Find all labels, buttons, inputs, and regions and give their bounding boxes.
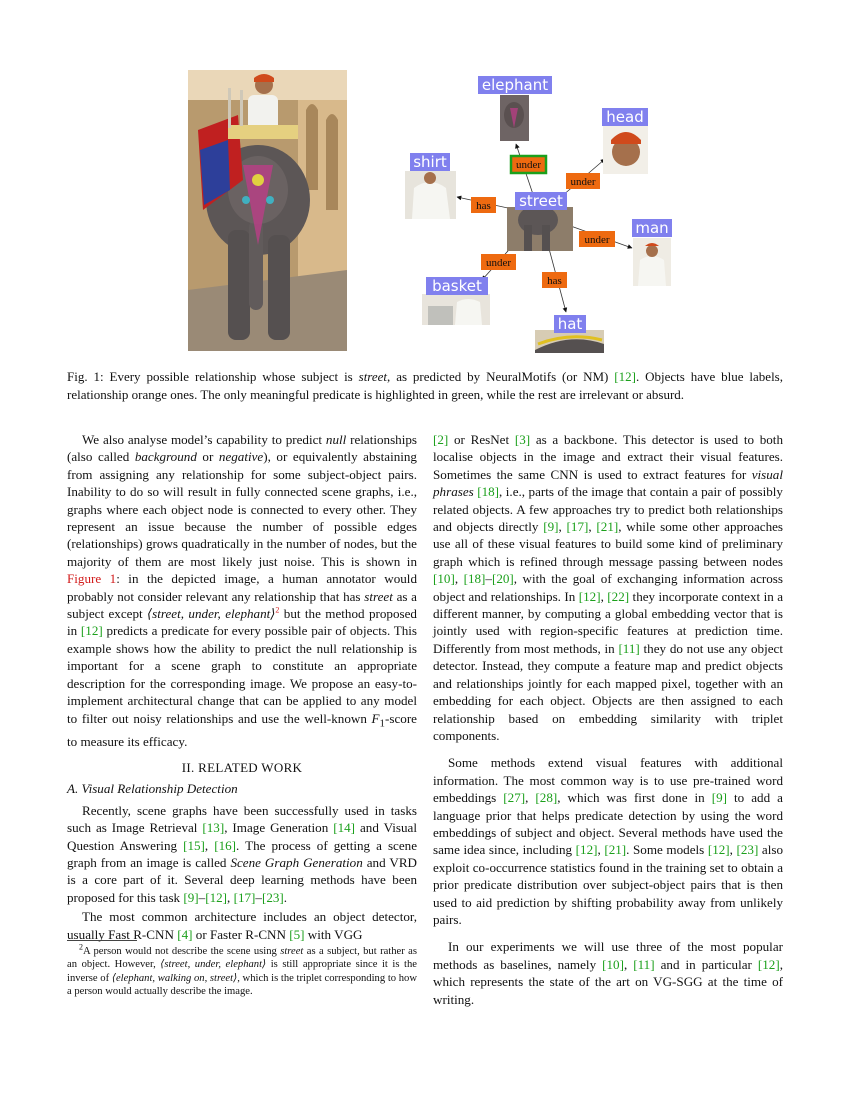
- subsection-heading: A. Visual Relationship Detection: [67, 781, 238, 797]
- node-basket: [422, 277, 490, 325]
- svg-text:under: under: [584, 234, 610, 246]
- svg-text:under: under: [515, 159, 542, 171]
- node-shirt: [405, 153, 456, 219]
- footnote: $^2$A person would not describe the scene using street as a subject, but rather as an object. However, ⟨street, under, elephant⟩ is still appropriate since it is the inverse of ⟨elephant, walking on, street⟩, which is the triplet corresponding to how a person would actually describe the image.: [67, 942, 417, 998]
- figure-link[interactable]: Figure 1: [67, 571, 117, 587]
- node-label-man: man: [635, 219, 669, 237]
- node-label-street: street: [519, 192, 563, 210]
- svg-text:has: has: [476, 200, 491, 212]
- node-label-shirt: shirt: [413, 153, 447, 171]
- elephant-photo: [188, 70, 347, 351]
- paragraph: In our experiments we will use three of the most popular methods as baselines, namely [10], [11] and in particular [12], which represents the state of the art on VG-SGG at the time of writing.: [433, 939, 783, 1007]
- node-label-head: head: [606, 108, 644, 126]
- svg-text:has: has: [547, 275, 562, 287]
- predicate-has-hat: [542, 272, 567, 288]
- paragraph: Recently, scene graphs have been successfully used in tasks such as Image Retrieval [13], Image Generation [14] and Visual Question Answering [15], [16]. The process of getting a scene graph from an image is called Scene Graph Generation and VRD is a core part of it. Several deep learning methods have been proposed for this task [9]–[12], [17]–[23].: [67, 802, 418, 905]
- left-column: [67, 431, 417, 943]
- node-street: [507, 192, 573, 251]
- right-column: [433, 431, 783, 1008]
- paragraph: Some methods extend visual features with additional information. The most common way is to use pre-trained word embeddings [27], [28], which was first done in [9] to add a language prior that helps predicate detection by using the word embeddings of subject and object. Several methods have used the same idea since, including [12], [21]. Some models [12], [23] also exploit co-occurrence statistics found in the training set to obtain a prior predicate distribution over subject-object pairs that is then used to aid prediction by shifting probability away from unlikely pairs.: [433, 755, 784, 927]
- node-head: [602, 108, 648, 174]
- svg-text:under: under: [485, 257, 512, 269]
- section-heading: II. RELATED WORK: [181, 759, 303, 775]
- predicate-under-basket: [481, 254, 516, 270]
- citation-link[interactable]: [12]: [80, 623, 103, 639]
- predicate-has-shirt: [471, 197, 496, 213]
- paragraph: We also analyse model’s capability to predict null relationships (also called background or negative), or equivalently abstaining from assigning any relationship for some subject-object pairs. Inability to do so will result in fully connected scene graphs, i.e., graphs where each object node is connected to every other. They represent an issue because the number of possible edges (relationships) grows quadratically in the number of nodes, but the majority of them are most likely just noise. This is shown in Figure 1: in the depicted image, a human annotator would probably not consider relevant any relationship that has street as a subject except ⟨street, under, elephant⟩$^2$ but the method proposed in [12] predicts a predicate for every possible pair of objects. This example shows how the ability to predict the null relationship is important for a scene graph to constitute an appropriate description for the corresponding image. We propose an easy-to-implement architectural change that can be applied to any model to filter out noisy relationships and use the well-known $F_1$-score to measure its efficacy.: [67, 432, 418, 749]
- scene-graph: [400, 70, 800, 360]
- citation-link[interactable]: [12]: [614, 369, 636, 384]
- paragraph: [2] or ResNet [3] as a backbone. This detector is used to both localise objects in the image and extract their visual features. Sometimes the same CNN is used to extract features for visual phrases [18], i.e., parts of the image that contain a pair of possibly related objects. A few approaches try to predict both relationships and objects directly [9], [17], [21], while some other approaches use all of these visual features to build some kind of preliminary graph which is refined through message passing between nodes [10], [18]–[20], with the goal of exchanging information across object and relationships. In [12], [22] they incorporate context in a different manner, by computing a global embedding vector that is jointly used with region-specific features at prediction time. Differently from most methods, in [11] they do not use any object detector. Instead, they compute a feature map and predict objects and relationships jointly for each mapped pixel, together with an embedding for each object. Objects are then assigned to each relationship based on embedding similarity with triplet components.: [433, 432, 784, 743]
- node-elephant: [478, 76, 552, 141]
- predicate-under-man: [579, 231, 615, 247]
- footnote-rule: [67, 940, 137, 941]
- svg-text:under: under: [570, 176, 596, 188]
- predicate-under-head: [566, 173, 600, 189]
- paragraph: The most common architecture includes an object detector, usually Fast R-CNN [4] or Faster R-CNN [5] with VGG: [67, 909, 417, 942]
- node-label-hat: hat: [557, 315, 583, 333]
- node-hat: [535, 315, 604, 353]
- node-man: [632, 219, 672, 286]
- figure-caption: Fig. 1: Every possible relationship whose subject is street, as predicted by NeuralMotifs (or NM) [12]. Objects have blue labels, relationship orange ones. The only meaningful predicate is highlighted in green, while the rest are irrelevant or absurd.: [67, 369, 783, 402]
- footnote-link[interactable]: 2: [275, 605, 280, 615]
- node-label-elephant: elephant: [481, 76, 549, 94]
- node-label-basket: basket: [432, 277, 482, 295]
- predicate-under-elephant: [511, 156, 546, 173]
